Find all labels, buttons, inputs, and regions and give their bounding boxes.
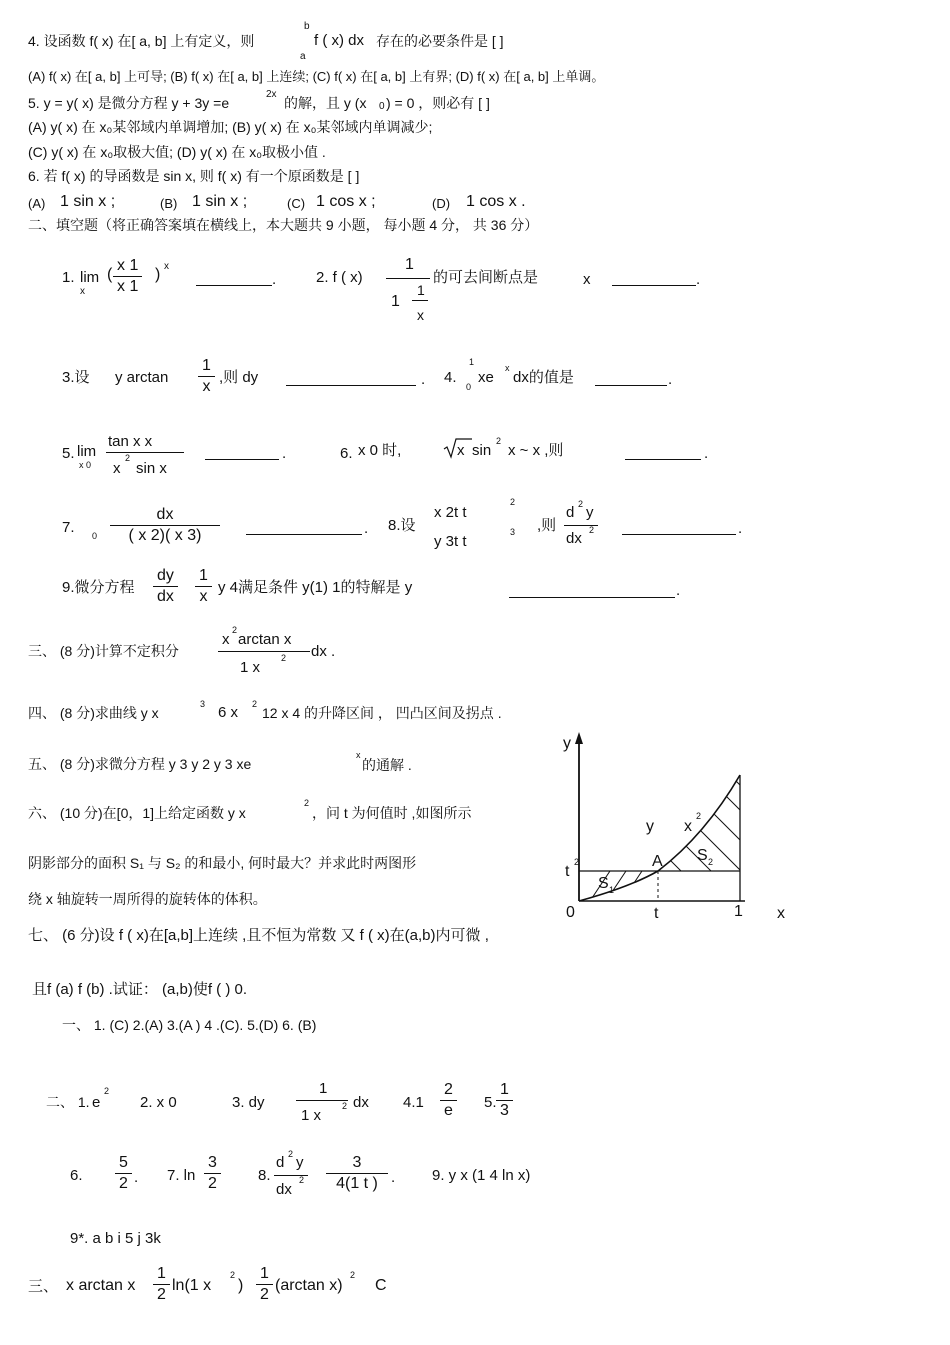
fig-y-label: y	[563, 735, 571, 752]
ans8-dx: dx	[276, 1181, 292, 1198]
ans7-lead: 7. ln	[167, 1167, 196, 1184]
fill3-label: 3.设	[62, 369, 90, 386]
ans9: 9. y x (1 4 ln x)	[432, 1167, 531, 1184]
p4-tail: 12 x 4 的升降区间 ， 凹凸区间及拐点 .	[262, 705, 502, 721]
ans8-rhs-fraction	[326, 1153, 388, 1194]
fill8-dx-sq: 2	[589, 525, 595, 535]
answers-fill-lead: 二、 1.	[46, 1094, 90, 1110]
fill7-dot: .	[364, 520, 369, 537]
fill8-exp1: 2	[510, 497, 516, 507]
answers-choice: 一、 1. (C) 2.(A) 3.(A ) 4 .(C). 5.(D) 6. (B)	[62, 1017, 317, 1033]
p4-mid: 6 x	[218, 704, 239, 721]
fill7-answer-blank[interactable]	[246, 533, 362, 535]
ans8-dot: .	[391, 1169, 396, 1186]
ans-p3-frac2-den: 2	[260, 1286, 269, 1303]
ans9-star: 9*. a b i 5 j 3k	[70, 1230, 161, 1247]
p7-line2: 且f (a) f (b) .试证： (a,b)使f ( ) 0.	[32, 981, 248, 998]
fill2-den-num: 1	[417, 282, 425, 298]
fill2-dot: .	[696, 271, 701, 288]
fill5-fraction-bar	[106, 452, 184, 453]
ans-p3-b: ln(1 x	[172, 1277, 212, 1294]
fill5-lim: lim	[77, 443, 97, 460]
fill9-answer-blank[interactable]	[509, 596, 675, 598]
fill6-label: 6.	[340, 445, 353, 462]
q6-opt-c-label: (C)	[287, 196, 306, 211]
ans7-fraction	[204, 1153, 221, 1194]
q5-options-ab: (A) y( x) 在 x₀某邻域内单调增加; (B) y( x) 在 x₀某邻域内单调减少;	[28, 119, 433, 135]
fill6-answer-blank[interactable]	[625, 458, 701, 460]
ans8-y: y	[296, 1154, 304, 1171]
ans-p3-b-exp: 2	[230, 1270, 236, 1280]
fill6-expr-c: x ~ x ,则	[508, 442, 564, 459]
fig-one-label: 1	[734, 903, 743, 920]
p4-exp1: 3	[200, 699, 206, 709]
ans-p3-lead: 三、	[28, 1278, 59, 1295]
ans7-num: 3	[208, 1154, 217, 1171]
q6-opt-d: 1 cos x .	[466, 193, 526, 210]
q4-stem: 4. 设函数 f( x) 在[ a, b] 上有定义，则	[28, 33, 255, 49]
fill5-dot: .	[282, 445, 287, 462]
p3-num-b: arctan x	[238, 631, 292, 648]
fill9-dy: dy	[157, 567, 174, 584]
fill9-den: x	[199, 588, 208, 605]
fill6-radicand: x	[457, 442, 465, 459]
ans-p3-frac1-num: 1	[157, 1265, 166, 1282]
fill8-d: d	[566, 504, 575, 521]
ans-p3-frac2-num: 1	[260, 1265, 269, 1282]
p3-text: 三、 (8 分)计算不定积分	[28, 643, 179, 659]
q5-options-cd: (C) y( x) 在 x₀取极大值; (D) y( x) 在 x₀取极小值 .	[28, 144, 326, 160]
fill5-label: 5.	[62, 445, 75, 462]
ans5-num: 1	[500, 1081, 509, 1098]
fill1-exp: x	[164, 261, 169, 272]
fill3-tail: ,则 dy	[219, 369, 259, 386]
fill5-answer-blank[interactable]	[205, 458, 279, 460]
fig-s1-sub: 1	[609, 885, 615, 895]
fill4-answer-blank[interactable]	[595, 384, 667, 386]
q5-sub0: 0	[379, 101, 385, 112]
fill1-answer-blank[interactable]	[196, 284, 272, 286]
ans3-num: 1	[319, 1080, 328, 1097]
ans1-exp: 2	[104, 1086, 110, 1096]
fill8-exp2: 3	[510, 527, 516, 537]
fill4-label: 4.	[444, 369, 457, 386]
ans5-lead: 5.	[484, 1094, 497, 1111]
fig-origin-label: 0	[566, 904, 575, 921]
ans8-rhs-den: 4(1 t )	[336, 1175, 378, 1192]
p6-line3: 绕 x 轴旋转一周所得的旋转体的体积。	[28, 891, 267, 907]
fill8-row2: y 3t t	[434, 533, 467, 550]
ans-p3-a: x arctan x	[66, 1277, 136, 1294]
fill9-label: 9.微分方程	[62, 579, 135, 596]
fill1-label: 1.	[62, 269, 75, 286]
fill3-fraction	[198, 356, 215, 397]
fill2-num: 1	[405, 256, 414, 273]
ans8-d: d	[276, 1154, 285, 1171]
p4-text: 四、 (8 分)求曲线 y x	[28, 705, 159, 721]
q6-opt-b-label: (B)	[160, 196, 178, 211]
ans8-dx-sq: 2	[299, 1175, 305, 1185]
fill8-y: y	[586, 504, 594, 521]
fill4-expr: xe	[478, 369, 494, 386]
fill8-tail: ,则	[537, 517, 557, 534]
fill6-expr-a: x 0 时,	[358, 442, 402, 459]
ans-p3-c-exp: 2	[350, 1270, 356, 1280]
p3-fraction-bar	[218, 651, 310, 652]
fill1-paren-close: )	[155, 266, 161, 283]
fill3-expr: y arctan	[115, 369, 169, 386]
fill5-den-exp: 2	[125, 453, 131, 463]
ans7-den: 2	[208, 1175, 217, 1192]
fill9-dot: .	[676, 582, 681, 599]
p3-tail: dx .	[311, 643, 336, 660]
fig-s2-label: S	[697, 847, 708, 864]
ans8-rhs-num: 3	[352, 1154, 362, 1171]
fig-t2-label: t	[565, 863, 570, 880]
p7-line1: 七、 (6 分)设 f ( x)在[a,b]上连续 ,且不恒为常数 又 f ( x)在(a,b)内可微 ,	[28, 927, 489, 944]
fill8-d-sq: 2	[578, 499, 584, 509]
ans1-e: e	[92, 1094, 101, 1111]
ans4-lead: 4.1	[403, 1094, 424, 1111]
ans-p3-d: C	[375, 1277, 387, 1294]
q5-stem-a: 5. y = y( x) 是微分方程 y + 3y =e	[28, 95, 230, 111]
fill5-den-a: x	[113, 460, 121, 477]
p3-num-exp: 2	[232, 625, 238, 635]
fill1-fraction	[113, 256, 142, 297]
ans-p3-frac1-den: 2	[157, 1286, 166, 1303]
ans3-tail: dx	[353, 1094, 369, 1111]
fill3-den: x	[202, 378, 211, 395]
ans6-dot: .	[134, 1169, 139, 1186]
ans3-fraction-bar	[296, 1100, 348, 1101]
ans4-num: 2	[444, 1081, 453, 1098]
p6-line1a: 六、 (10 分)在[0，1]上给定函数 y x	[28, 805, 246, 821]
fill7-label: 7.	[62, 519, 75, 536]
ans2: 2. x 0	[140, 1094, 177, 1111]
q5-stem-c: ) = 0 ，则必有 [ ]	[386, 95, 490, 111]
p5-text: 五、 (8 分)求微分方程 y 3 y 2 y 3 xe	[28, 756, 252, 772]
ans-p3-b2: )	[238, 1277, 244, 1294]
ans4-fraction	[440, 1080, 457, 1121]
fill6-dot: .	[704, 445, 709, 462]
p3-den-exp: 2	[281, 653, 287, 663]
q4-tail: 存在的必要条件是 [ ]	[376, 33, 504, 49]
fill2-fraction-bar	[386, 278, 430, 279]
fill8-dx: dx	[566, 530, 582, 547]
fill2-answer-blank[interactable]	[612, 284, 696, 286]
fill8-dot: .	[738, 520, 743, 537]
p5-tail: 的通解 .	[362, 757, 412, 773]
fig-s1-label: S	[598, 875, 609, 892]
q4-integrand: f ( x) dx	[314, 32, 365, 49]
p3-num-a: x	[222, 631, 230, 648]
ans-p3-frac2	[256, 1264, 273, 1305]
fig-s2-sub: 2	[708, 857, 714, 867]
fill4-dot: .	[668, 371, 673, 388]
p5-exp: x	[356, 750, 361, 760]
fill8-answer-blank[interactable]	[622, 533, 736, 535]
fill9-fraction	[195, 566, 212, 607]
fig-x-label: x	[777, 905, 785, 922]
fill4-int-upper: 1	[469, 357, 475, 367]
ans3-den-exp: 2	[342, 1101, 348, 1111]
ans3-lead: 3. dy	[232, 1094, 265, 1111]
fill1-dot: .	[272, 271, 277, 288]
fig-curve-y: y	[646, 818, 654, 835]
fill1-lim: lim	[80, 269, 100, 286]
fill9-num: 1	[199, 567, 208, 584]
ans6-fraction	[115, 1153, 132, 1194]
fill2-tail: 的可去间断点是	[433, 269, 539, 286]
fill4-int-lower: 0	[466, 382, 472, 392]
fig-t-label: t	[654, 905, 659, 922]
fill1-paren-open: (	[107, 266, 113, 283]
q5-exp: 2x	[266, 89, 277, 100]
area-figure	[550, 730, 800, 930]
ans-p3-c: (arctan x)	[275, 1277, 343, 1294]
fill8-row1: x 2t t	[434, 504, 467, 521]
ans6-den: 2	[119, 1175, 128, 1192]
fill9-expr: y 4满足条件 y(1) 1的特解是 y	[218, 579, 413, 596]
q6-opt-b: 1 sin x ;	[192, 193, 248, 210]
fill5-num: tan x x	[108, 433, 153, 450]
q6-opt-a-label: (A)	[28, 196, 46, 211]
fig-curve-exp: 2	[696, 811, 702, 821]
fill9-dx: dx	[157, 588, 174, 605]
ans8-lead: 8.	[258, 1167, 271, 1184]
fill1-num: x 1	[117, 257, 139, 274]
q6-opt-a: 1 sin x ;	[60, 193, 116, 210]
p6-exp: 2	[304, 798, 310, 808]
fill8-label: 8.设	[388, 517, 416, 534]
fill1-den: x 1	[117, 278, 139, 295]
fill7-num: dx	[156, 506, 174, 523]
q4-int-lower: a	[300, 51, 306, 62]
q5-stem-b: 的解，且 y (x	[284, 95, 367, 111]
q6-opt-c: 1 cos x ;	[316, 193, 376, 210]
q4-options: (A) f( x) 在[ a, b] 上可导; (B) f( x) 在[ a, b] 上连续; (C) f( x) 在[ a, b] 上有界; (D) f( x) 在[ a, b] 上单调。	[28, 69, 605, 84]
y-axis-arrow-icon	[575, 732, 583, 744]
fill2-label: 2. f ( x)	[316, 269, 363, 286]
fig-point-a: A	[652, 853, 663, 870]
fill4-tail: dx的值是	[513, 369, 574, 386]
q4-int-upper: b	[304, 21, 310, 32]
fill1-lim-sub: x	[80, 286, 85, 297]
ans6-lead: 6.	[70, 1167, 83, 1184]
fill7-fraction	[110, 505, 220, 546]
q6-opt-d-label: (D)	[432, 196, 451, 211]
fill6-expr-b: sin	[472, 442, 492, 459]
fill2-den-a: 1	[391, 293, 400, 310]
fill5-den-b: sin x	[136, 460, 167, 477]
ans3-den: 1 x	[301, 1107, 322, 1124]
fill7-den: ( x 2)( x 3)	[128, 527, 202, 544]
fill9-dydx	[153, 566, 178, 607]
p6-line1b: ，问 t 为何值时 ,如图所示	[312, 805, 472, 821]
p4-exp2: 2	[252, 699, 258, 709]
fill6-exp: 2	[496, 436, 502, 446]
ans-p3-frac1	[153, 1264, 170, 1305]
fig-curve-x: x	[684, 818, 692, 835]
fig-t2-exp: 2	[574, 857, 580, 867]
p6-line2: 阴影部分的面积 S₁ 与 S₂ 的和最小, 何时最大？并求此时两图形	[28, 855, 417, 871]
ans4-den: e	[444, 1102, 453, 1119]
fill2-den-den: x	[417, 307, 424, 323]
ans8-d-sq: 2	[288, 1149, 294, 1159]
fill2-inner-bar	[412, 300, 428, 301]
ans5-fraction	[496, 1080, 513, 1121]
fill-header: 二、填空题（将正确答案填在横线上，本大题共 9 小题， 每小题 4 分， 共 36 分）	[28, 217, 539, 233]
q6-stem: 6. 若 f( x) 的导函数是 sin x, 则 f( x) 有一个原函数是 [ ]	[28, 168, 360, 184]
fill5-lim-sub: x 0	[79, 460, 92, 470]
ans6-num: 5	[119, 1154, 128, 1171]
fill3-dot: .	[421, 371, 426, 388]
fill4-exp: x	[505, 363, 510, 373]
ans5-den: 3	[500, 1102, 509, 1119]
fill3-num: 1	[202, 357, 211, 374]
p3-den-a: 1 x	[240, 659, 261, 676]
fill3-answer-blank[interactable]	[286, 384, 416, 386]
fill2-var: x	[583, 271, 591, 288]
fill7-int-lower: 0	[92, 531, 98, 541]
